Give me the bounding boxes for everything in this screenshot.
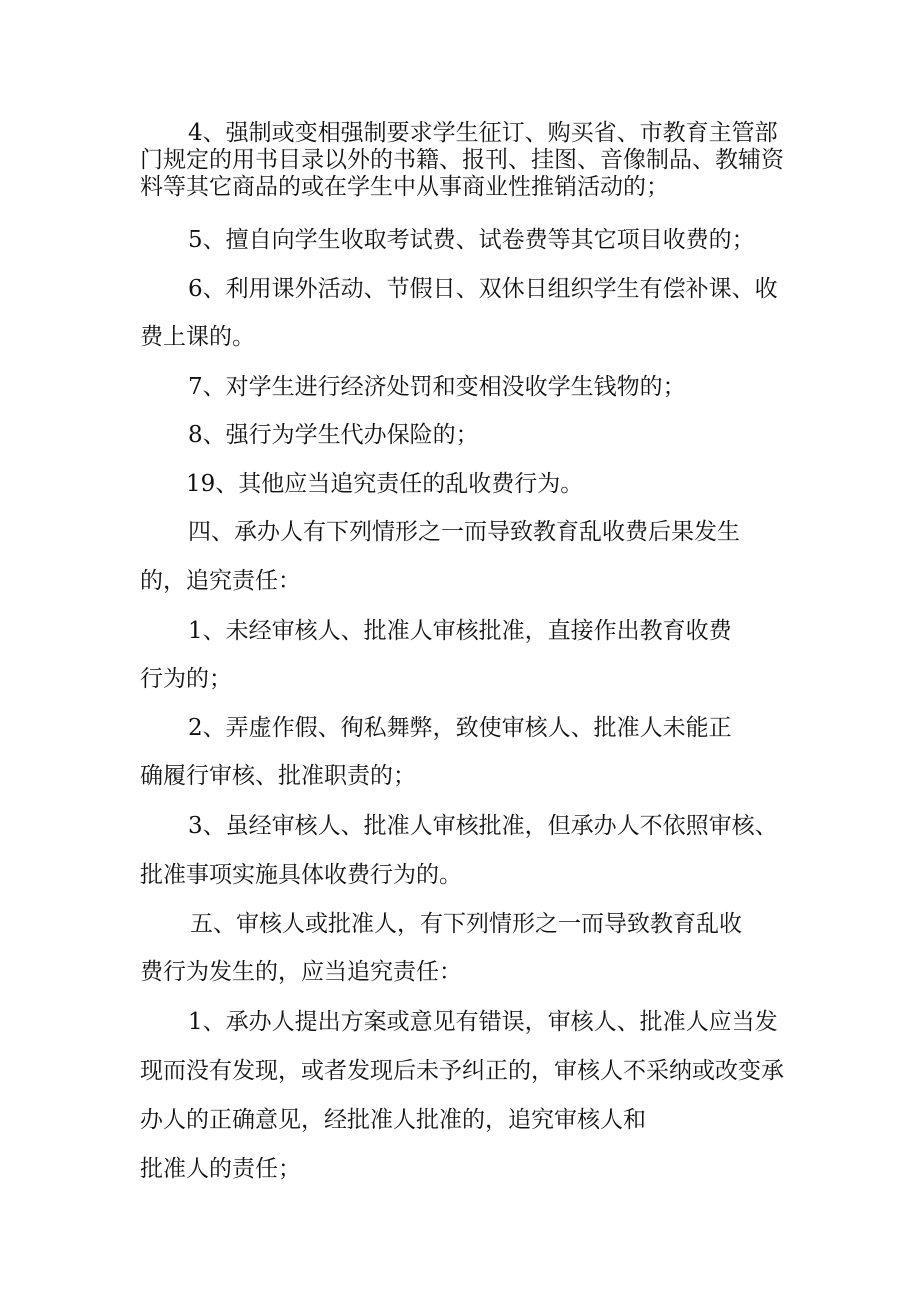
text-line: 5、擅自向学生收取考试费、试卷费等其它项目收费的； (188, 227, 755, 253)
text-line: 6、利用课外活动、节假日、双休日组织学生有偿补课、收 (188, 276, 778, 302)
text-line: 费行为发生的，应当追究责任： (140, 959, 462, 985)
text-line: 确履行审核、批准职责的； (140, 763, 416, 789)
text-line: 的，追究责任： (140, 568, 301, 594)
text-line: 五、审核人或批准人，有下列情形之一而导致教育乱收 (190, 911, 742, 937)
text-line: 四、承办人有下列情形之一而导致教育乱收费后果发生 (188, 519, 740, 545)
text-line: 19、其他应当追究责任的乱收费行为。 (186, 471, 584, 497)
text-line: 办人的正确意见，经批准人批准的，追究审核人和 (140, 1107, 646, 1133)
text-line: 1、未经审核人、批准人审核批准，直接作出教育收费 (188, 618, 732, 644)
text-line: 2、弄虚作假、徇私舞弊，致使审核人、批准人未能正 (188, 715, 732, 741)
text-line: 批准事项实施具体收费行为的。 (140, 862, 462, 888)
text-line: 现而没有发现，或者发现后未予纠正的，审核人不采纳或改变承 (140, 1058, 784, 1084)
text-line: 1、承办人提出方案或意见有错误，审核人、批准人应当发 (188, 1009, 778, 1035)
text-line: 批准人的责任； (140, 1156, 301, 1182)
text-line: 3、虽经审核人、批准人审核批准，但承办人不依照审核、 (188, 813, 778, 839)
text-line: 7、对学生进行经济处罚和变相没收学生钱物的； (188, 374, 686, 400)
text-line: 4、强制或变相强制要求学生征订、购买省、市教育主管部 (188, 120, 778, 146)
text-line: 料等其它商品的或在学生中从事商业性推销活动的； (140, 174, 669, 200)
text-line: 8、强行为学生代办保险的； (188, 422, 479, 448)
text-line: 行为的； (140, 666, 232, 692)
text-line: 门规定的用书目录以外的书籍、报刊、挂图、音像制品、教辅资 (140, 147, 784, 173)
text-line: 费上课的。 (140, 324, 255, 350)
